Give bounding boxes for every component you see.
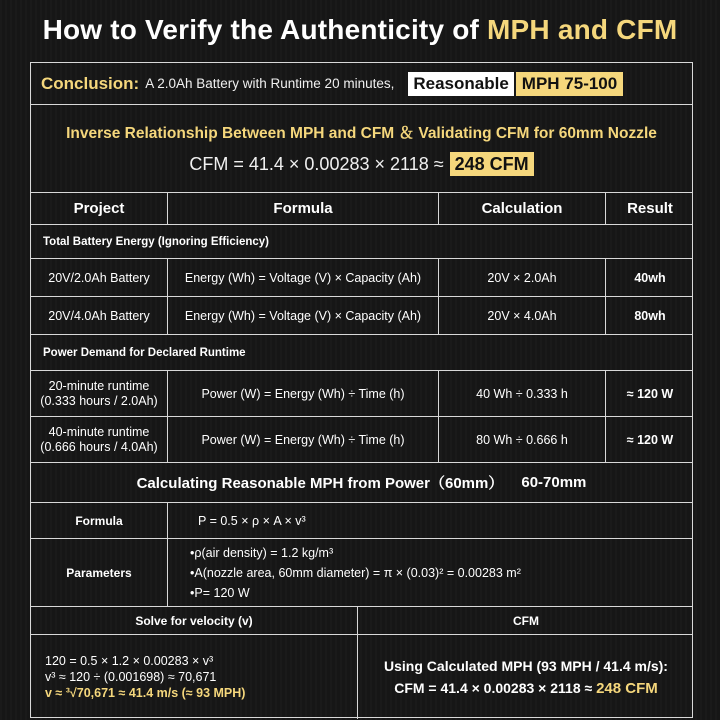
title-prefix: How to Verify the Authenticity of	[42, 14, 488, 45]
section-energy: Total Battery Energy (Ignoring Efficiency)	[31, 225, 692, 259]
cfm-line-2-text: CFM = 41.4 × 0.00283 × 2118 ≈	[394, 679, 593, 696]
solve-cfm-header	[31, 607, 692, 635]
table-header	[31, 193, 692, 225]
solve-step-1: 120 = 0.5 × 1.2 × 0.00283 × v³	[45, 654, 214, 668]
power-project	[31, 417, 168, 462]
parameter-area: •A(nozzle area, 60mm diameter) = π × (0.03)² = 0.00283 m²	[190, 565, 521, 580]
inverse-formula-text: CFM = 41.4 × 0.00283 × 2118 ≈	[189, 153, 444, 174]
mph-section-text: Calculating Reasonable MPH from Power（60mm）	[136, 475, 504, 492]
energy-project: 20V/2.0Ah Battery	[31, 259, 168, 296]
section-power: Power Demand for Declared Runtime	[31, 335, 692, 371]
parameter-density: •ρ(air density) = 1.2 kg/m³	[190, 545, 334, 560]
section-mph	[31, 463, 692, 503]
conclusion-label: Conclusion:	[41, 73, 140, 93]
power-formula: Power (W) = Energy (Wh) ÷ Time (h)	[168, 371, 439, 416]
cfm-line-2	[394, 677, 658, 700]
header-project: Project	[31, 193, 168, 224]
table-row	[31, 417, 692, 463]
inverse-formula	[31, 152, 692, 176]
formula-value: P = 0.5 × ρ × A × v³	[198, 513, 306, 528]
title-highlight: MPH and CFM	[487, 14, 678, 45]
cfm-result	[358, 635, 694, 719]
parameters-list	[168, 539, 694, 606]
solve-cfm-body	[31, 635, 692, 719]
energy-result: 40wh	[634, 270, 666, 285]
solve-step-3: v ≈ ³√70,671 ≈ 41.4 m/s (≈ 93 MPH)	[45, 686, 246, 700]
power-result: ≈ 120 W	[626, 386, 674, 401]
power-project-line1: 20-minute runtime	[48, 378, 150, 393]
cfm-header: CFM	[513, 613, 539, 628]
conclusion-row	[31, 63, 692, 105]
conclusion-badge	[408, 72, 623, 96]
header-formula: Formula	[168, 193, 439, 224]
badge-reasonable: Reasonable	[408, 72, 513, 96]
energy-calc: 20V × 4.0Ah	[439, 297, 606, 334]
solve-step-2: v³ ≈ 120 ÷ (0.001698) ≈ 70,671	[45, 670, 217, 684]
energy-calc: 20V × 2.0Ah	[439, 259, 606, 296]
energy-formula: Energy (Wh) = Voltage (V) × Capacity (Ah)	[168, 297, 439, 334]
energy-project: 20V/4.0Ah Battery	[31, 297, 168, 334]
energy-formula: Energy (Wh) = Voltage (V) × Capacity (Ah)	[168, 259, 439, 296]
inverse-heading: Inverse Relationship Between MPH and CFM ＆ Validating CFM for 60mm Nozzle	[66, 125, 657, 142]
table-row	[31, 297, 692, 335]
inverse-relationship-row	[31, 105, 692, 193]
power-project	[31, 371, 168, 416]
formula-label: Formula	[31, 503, 168, 538]
solve-steps	[31, 635, 358, 719]
cfm-line-1: Using Calculated MPH (93 MPH / 41.4 m/s):	[384, 657, 668, 674]
parameters-label: Parameters	[31, 539, 168, 606]
page-title	[0, 14, 720, 46]
solve-header: Solve for velocity (v)	[31, 607, 358, 634]
power-calc: 80 Wh ÷ 0.666 h	[439, 417, 606, 462]
header-result: Result	[627, 200, 673, 217]
power-formula: Power (W) = Energy (Wh) ÷ Time (h)	[168, 417, 439, 462]
inverse-formula-result: 248 CFM	[450, 152, 534, 176]
power-project-line2: (0.333 hours / 2.0Ah)	[40, 393, 158, 408]
mph-section-range: 60-70mm	[521, 474, 587, 491]
cfm-line-2-result: 248 CFM	[596, 679, 658, 697]
parameter-power: •P= 120 W	[190, 585, 250, 600]
parameters-row	[31, 539, 692, 607]
energy-result: 80wh	[634, 308, 666, 323]
power-project-line2: (0.666 hours / 4.0Ah)	[40, 439, 158, 454]
verification-table	[30, 62, 693, 718]
conclusion-text: A 2.0Ah Battery with Runtime 20 minutes,	[145, 76, 395, 91]
power-calc: 40 Wh ÷ 0.333 h	[439, 371, 606, 416]
formula-row	[31, 503, 692, 539]
table-row	[31, 259, 692, 297]
header-calculation: Calculation	[439, 193, 606, 224]
table-row	[31, 371, 692, 417]
badge-mph-range: MPH 75-100	[516, 72, 623, 96]
power-project-line1: 40-minute runtime	[48, 424, 150, 439]
power-result: ≈ 120 W	[626, 432, 674, 447]
